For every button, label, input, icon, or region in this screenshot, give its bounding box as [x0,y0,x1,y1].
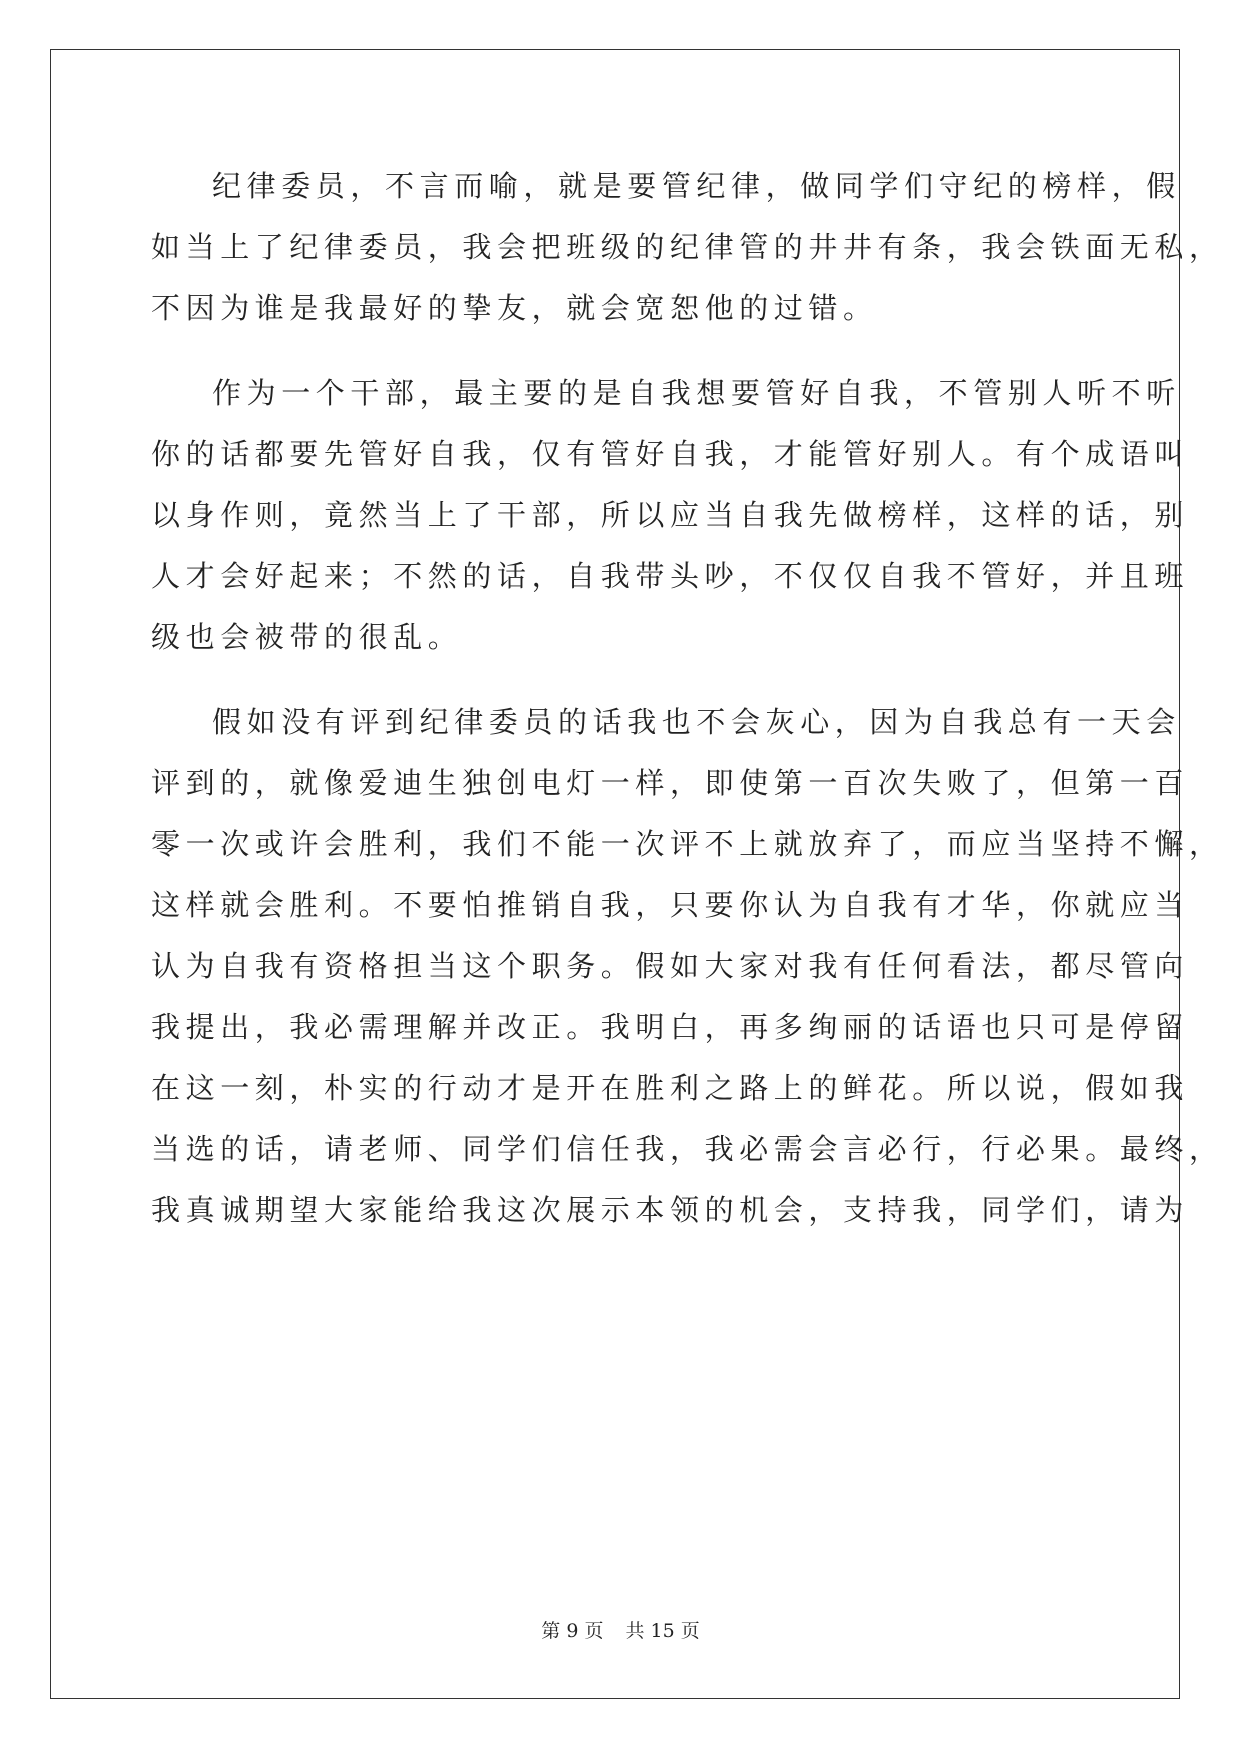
text-line: 零一次或许会胜利，我们不能一次评不上就放弃了，而应当坚持不懈， [151,827,1224,861]
text-line: 我真诚期望大家能给我这次展示本领的机会，支持我，同学们，请为 [151,1193,1190,1227]
paragraph [151,363,1190,668]
text-line: 这样就会胜利。不要怕推销自我，只要你认为自我有才华，你就应当 [151,888,1190,922]
text-line: 如当上了纪律委员，我会把班级的纪律管的井井有条，我会铁面无私， [151,230,1224,264]
paragraph [151,692,1224,1241]
text-line: 你的话都要先管好自我，仅有管好自我，才能管好别人。有个成语叫 [151,437,1190,471]
text-line: 认为自我有资格担当这个职务。假如大家对我有任何看法，都尽管向 [151,949,1190,983]
text-line: 以身作则，竟然当上了干部，所以应当自我先做榜样，这样的话，别 [151,498,1190,532]
text-line: 评到的，就像爱迪生独创电灯一样，即使第一百次失败了，但第一百 [151,766,1190,800]
text-line: 我提出，我必需理解并改正。我明白，再多绚丽的话语也只可是停留 [151,1010,1190,1044]
text-line: 假如没有评到纪律委员的话我也不会灰心，因为自我总有一天会 [212,705,1181,739]
page-footer [0,1616,1241,1643]
page-number: 第 9 页 [541,1620,604,1642]
document-body [151,156,1224,1241]
text-line: 作为一个干部，最主要的是自我想要管好自我，不管别人听不听 [212,376,1181,410]
text-line: 当选的话，请老师、同学们信任我，我必需会言必行，行必果。最终， [151,1132,1224,1166]
text-line: 人才会好起来；不然的话，自我带头吵，不仅仅自我不管好，并且班 [151,559,1190,593]
text-line: 在这一刻，朴实的行动才是开在胜利之路上的鲜花。所以说，假如我 [151,1071,1190,1105]
page-total: 共 15 页 [625,1620,700,1642]
text-line: 纪律委员，不言而喻，就是要管纪律，做同学们守纪的榜样，假 [212,169,1181,203]
text-line: 级也会被带的很乱。 [151,620,463,654]
text-line: 不因为谁是我最好的挚友，就会宽恕他的过错。 [151,291,878,325]
paragraph [151,156,1224,339]
